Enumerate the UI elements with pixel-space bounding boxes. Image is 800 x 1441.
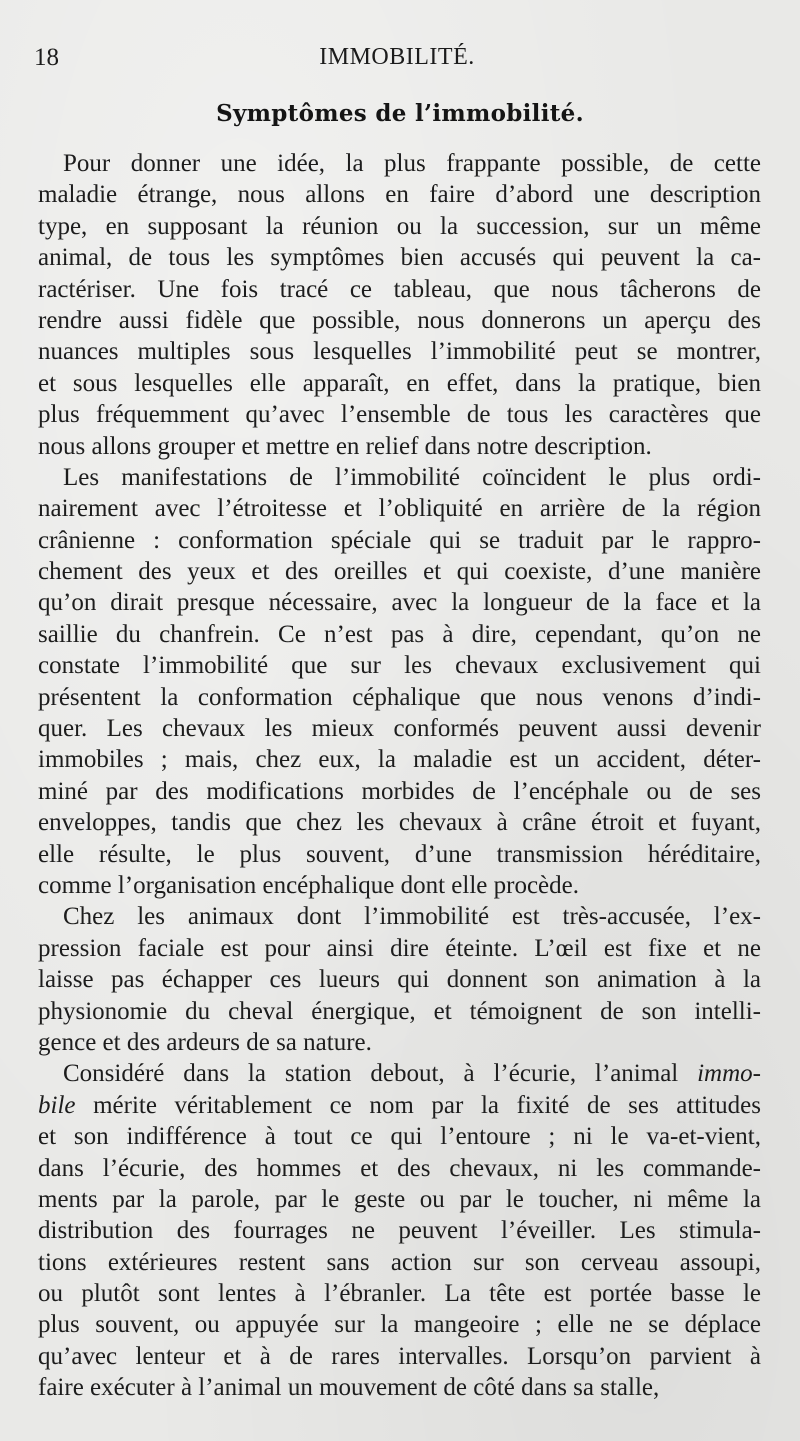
running-head: [34, 38, 760, 78]
text-line: immobiles ; mais, chez eux, la maladie est un accident, déter-: [38, 746, 761, 774]
text-line: distribution des fourrages ne peuvent l’éveiller. Les stimula-: [38, 1217, 761, 1245]
text-line: Les manifestations de l’immobilité coïncident le plus ordi-: [63, 463, 761, 491]
text-line: bile mérite véritablement ce nom par la fixité de ses attitudes: [38, 1091, 761, 1119]
text-line: saillie du chanfrein. Ce n’est pas à dire, cependant, qu’on ne: [38, 620, 761, 648]
text-line: Pour donner une idée, la plus frappante possible, de cette: [63, 150, 761, 177]
text-line: physionomie du cheval énergique, et témoignent de son intelli-: [38, 997, 761, 1025]
text-line: nous allons grouper et mettre en relief dans notre description.: [38, 432, 652, 460]
text-line: ments par la parole, par le geste ou par le toucher, ni même la: [38, 1185, 761, 1213]
text-line: ou plutôt sont lentes à l’ébranler. La tête est portée basse le: [38, 1280, 761, 1308]
text-line: chement des yeux et des oreilles et qui coexiste, d’une manière: [38, 558, 761, 586]
section-heading: Symptômes de l’immobilité.: [216, 100, 584, 127]
text-line: miné par des modifications morbides de l’encéphale ou de ses: [38, 777, 761, 805]
text-line: faire exécuter à l’animal un mouvement de côté dans sa stalle,: [38, 1374, 660, 1402]
text-line: maladie étrange, nous allons en faire d’abord une description: [38, 181, 761, 209]
text-line: et son indifférence à tout ce qui l’entoure ; ni le va-et-vient,: [38, 1123, 761, 1151]
paragraph: [38, 148, 761, 462]
body-text: [38, 148, 761, 1404]
text-line: quer. Les chevaux les mieux conformés peuvent aussi devenir: [38, 715, 761, 743]
text-line: nuances multiples sous lesquelles l’immobilité peut se montrer,: [38, 338, 761, 366]
paragraph: [38, 901, 761, 1058]
text-line: comme l’organisation encéphalique dont elle procède.: [38, 871, 580, 899]
text-line: dans l’écurie, des hommes et des chevaux, ni les commande-: [38, 1154, 761, 1182]
paragraph: [38, 462, 761, 901]
text-line: Considéré dans la station debout, à l’écurie, l’animal immo-: [63, 1060, 761, 1088]
text-line: type, en supposant la réunion ou la succession, sur un même: [38, 212, 761, 240]
text-line: animal, de tous les symptômes bien accusés qui peuvent la ca-: [38, 244, 761, 272]
text-line: nairement avec l’étroitesse et l’obliquité en arrière de la région: [38, 495, 761, 523]
text-line: présentent la conformation céphalique que nous venons d’indi-: [38, 683, 761, 711]
text-line: constate l’immobilité que sur les chevaux exclusivement qui: [38, 652, 761, 680]
text-line: rendre aussi fidèle que possible, nous donnerons un aperçu des: [38, 306, 761, 334]
text-line: qu’avec lenteur et à de rares intervalles. Lorsqu’on parvient à: [38, 1342, 761, 1370]
text-line: Chez les animaux dont l’immobilité est très-accusée, l’ex-: [63, 903, 761, 931]
text-line: gence et des ardeurs de sa nature.: [38, 1028, 372, 1056]
page-number: 18: [34, 44, 59, 71]
text-line: et sous lesquelles elle apparaît, en effet, dans la pratique, bien: [38, 369, 761, 397]
text-line: elle résulte, le plus souvent, d’une transmission héréditaire,: [38, 840, 761, 868]
text-line: crânienne : conformation spéciale qui se traduit par le rappro-: [38, 526, 761, 554]
text-line: pression faciale est pour ainsi dire éteinte. L’œil est fixe et ne: [38, 934, 761, 962]
text-line: qu’on dirait presque nécessaire, avec la longueur de la face et la: [38, 589, 761, 617]
text-line: enveloppes, tandis que chez les chevaux à crâne étroit et fuyant,: [38, 809, 761, 837]
running-title: IMMOBILITÉ.: [319, 44, 475, 70]
text-line: plus fréquemment qu’avec l’ensemble de tous les caractères que: [38, 401, 761, 429]
text-line: ractériser. Une fois tracé ce tableau, que nous tâcherons de: [38, 275, 761, 303]
text-line: plus souvent, ou appuyée sur la mangeoire ; elle ne se déplace: [38, 1311, 761, 1339]
paragraph: [38, 1058, 761, 1403]
text-line: tions extérieures restent sans action sur son cerveau assoupi,: [38, 1248, 761, 1276]
text-line: laisse pas échapper ces lueurs qui donnent son animation à la: [38, 966, 761, 994]
